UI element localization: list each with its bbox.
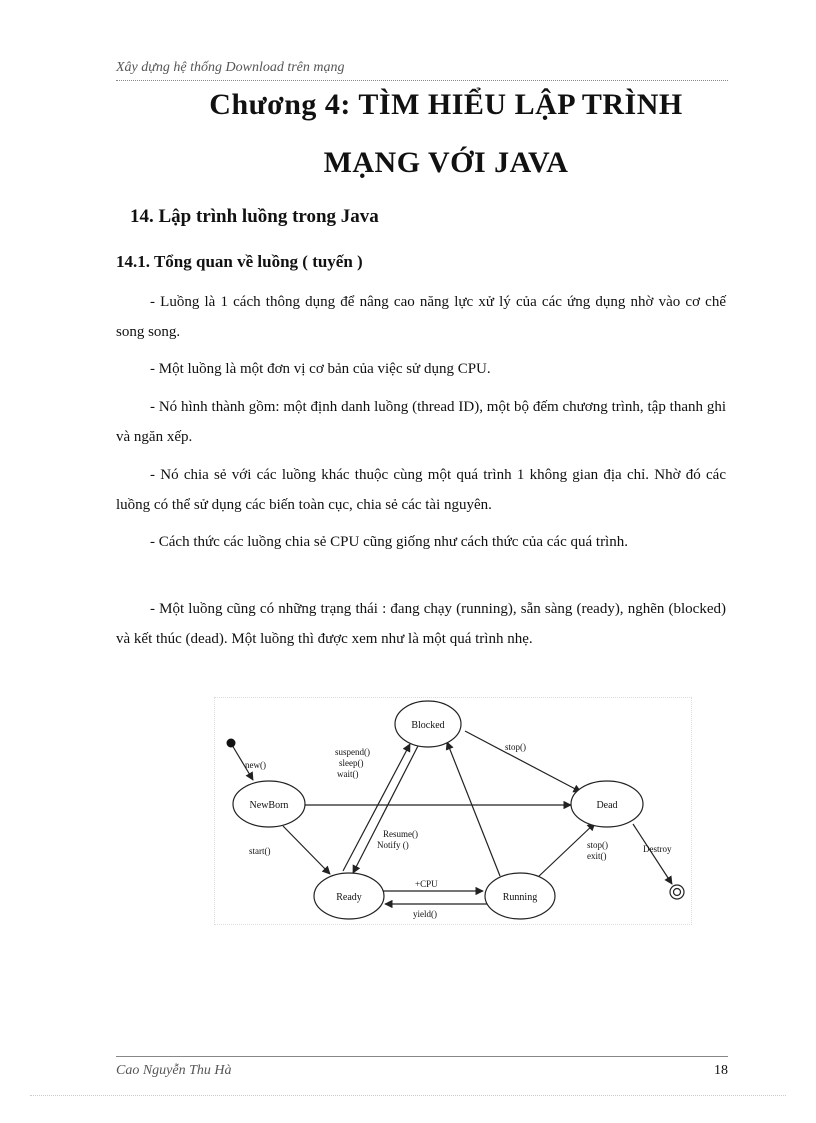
final-state-outer — [670, 885, 684, 899]
initial-state-dot — [227, 739, 236, 748]
paragraph-cpu-sharing: - Cách thức các luồng chia sẻ CPU cũng giống như cách thức của các quá trình. — [150, 534, 628, 550]
thread-state-diagram — [214, 697, 692, 925]
label-suspend: suspend() — [335, 747, 370, 757]
paragraph-cpu-unit: - Một luồng là một đơn vị cơ bản của việc sử dụng CPU. — [150, 361, 491, 377]
label-notify: Notify () — [377, 840, 409, 850]
chapter-title-line-2: MẠNG VỚI JAVA — [323, 146, 569, 179]
paragraph-shared-address-space: - Nó chia sẻ với các luồng khác thuộc cùng một quá trình 1 không gian địa chỉ. Nhờ đó các luồng có thể sử dụng các biến toàn cục, chia sẻ các tài nguyên. — [116, 467, 726, 513]
edge-blocked-dead — [465, 731, 581, 792]
label-wait: wait() — [337, 769, 359, 779]
page-footer — [116, 1056, 728, 1079]
label-destroy: Destroy — [643, 844, 672, 854]
subsection-heading: 14.1. Tổng quan về luồng ( tuyến ) — [116, 252, 363, 271]
chapter-title-line-1: Chương 4: TÌM HIỂU LẬP TRÌNH — [209, 88, 683, 121]
label-exit: exit() — [587, 851, 607, 861]
state-newborn: NewBorn — [249, 800, 289, 811]
final-state-inner — [674, 889, 681, 896]
paragraph-thread-components: - Nó hình thành gồm: một định danh luồng (thread ID), một bộ đếm chương trình, tập thanh ghi và ngăn xếp. — [116, 399, 726, 445]
section-heading: 14. Lập trình luồng trong Java — [130, 206, 379, 227]
bottom-divider — [30, 1095, 786, 1096]
state-diagram-svg — [215, 698, 691, 924]
state-ready: Ready — [336, 892, 362, 903]
edge-destroy — [633, 824, 672, 884]
paragraph-parallelism: - Luồng là 1 cách thông dụng để nâng cao năng lực xử lý của các ứng dụng nhờ vào cơ chế song song. — [116, 294, 726, 340]
state-dead: Dead — [596, 800, 618, 811]
label-stop-running: stop() — [587, 840, 608, 850]
label-cpu: +CPU — [415, 879, 438, 889]
state-running: Running — [502, 892, 538, 903]
label-resume: Resume() — [383, 829, 418, 839]
footer-author: Cao Nguyễn Thu Hà — [116, 1063, 232, 1078]
edge-start — [283, 826, 330, 874]
label-yield: yield() — [413, 909, 437, 919]
paragraph-thread-states: - Một luồng cũng có những trạng thái : đang chạy (running), sẵn sàng (ready), nghẽn (blocked) và kết thúc (dead). Một luồng thì được xem như là một quá trình nhẹ. — [116, 601, 726, 647]
edge-running-blocked — [447, 742, 500, 876]
label-start: start() — [249, 846, 271, 856]
label-new: new() — [245, 760, 266, 770]
state-blocked: Blocked — [411, 720, 445, 731]
label-stop-blocked: stop() — [505, 742, 526, 752]
running-header: Xây dựng hệ thống Download trên mạng — [116, 60, 728, 81]
page-number: 18 — [714, 1063, 728, 1078]
label-sleep: sleep() — [339, 758, 364, 768]
